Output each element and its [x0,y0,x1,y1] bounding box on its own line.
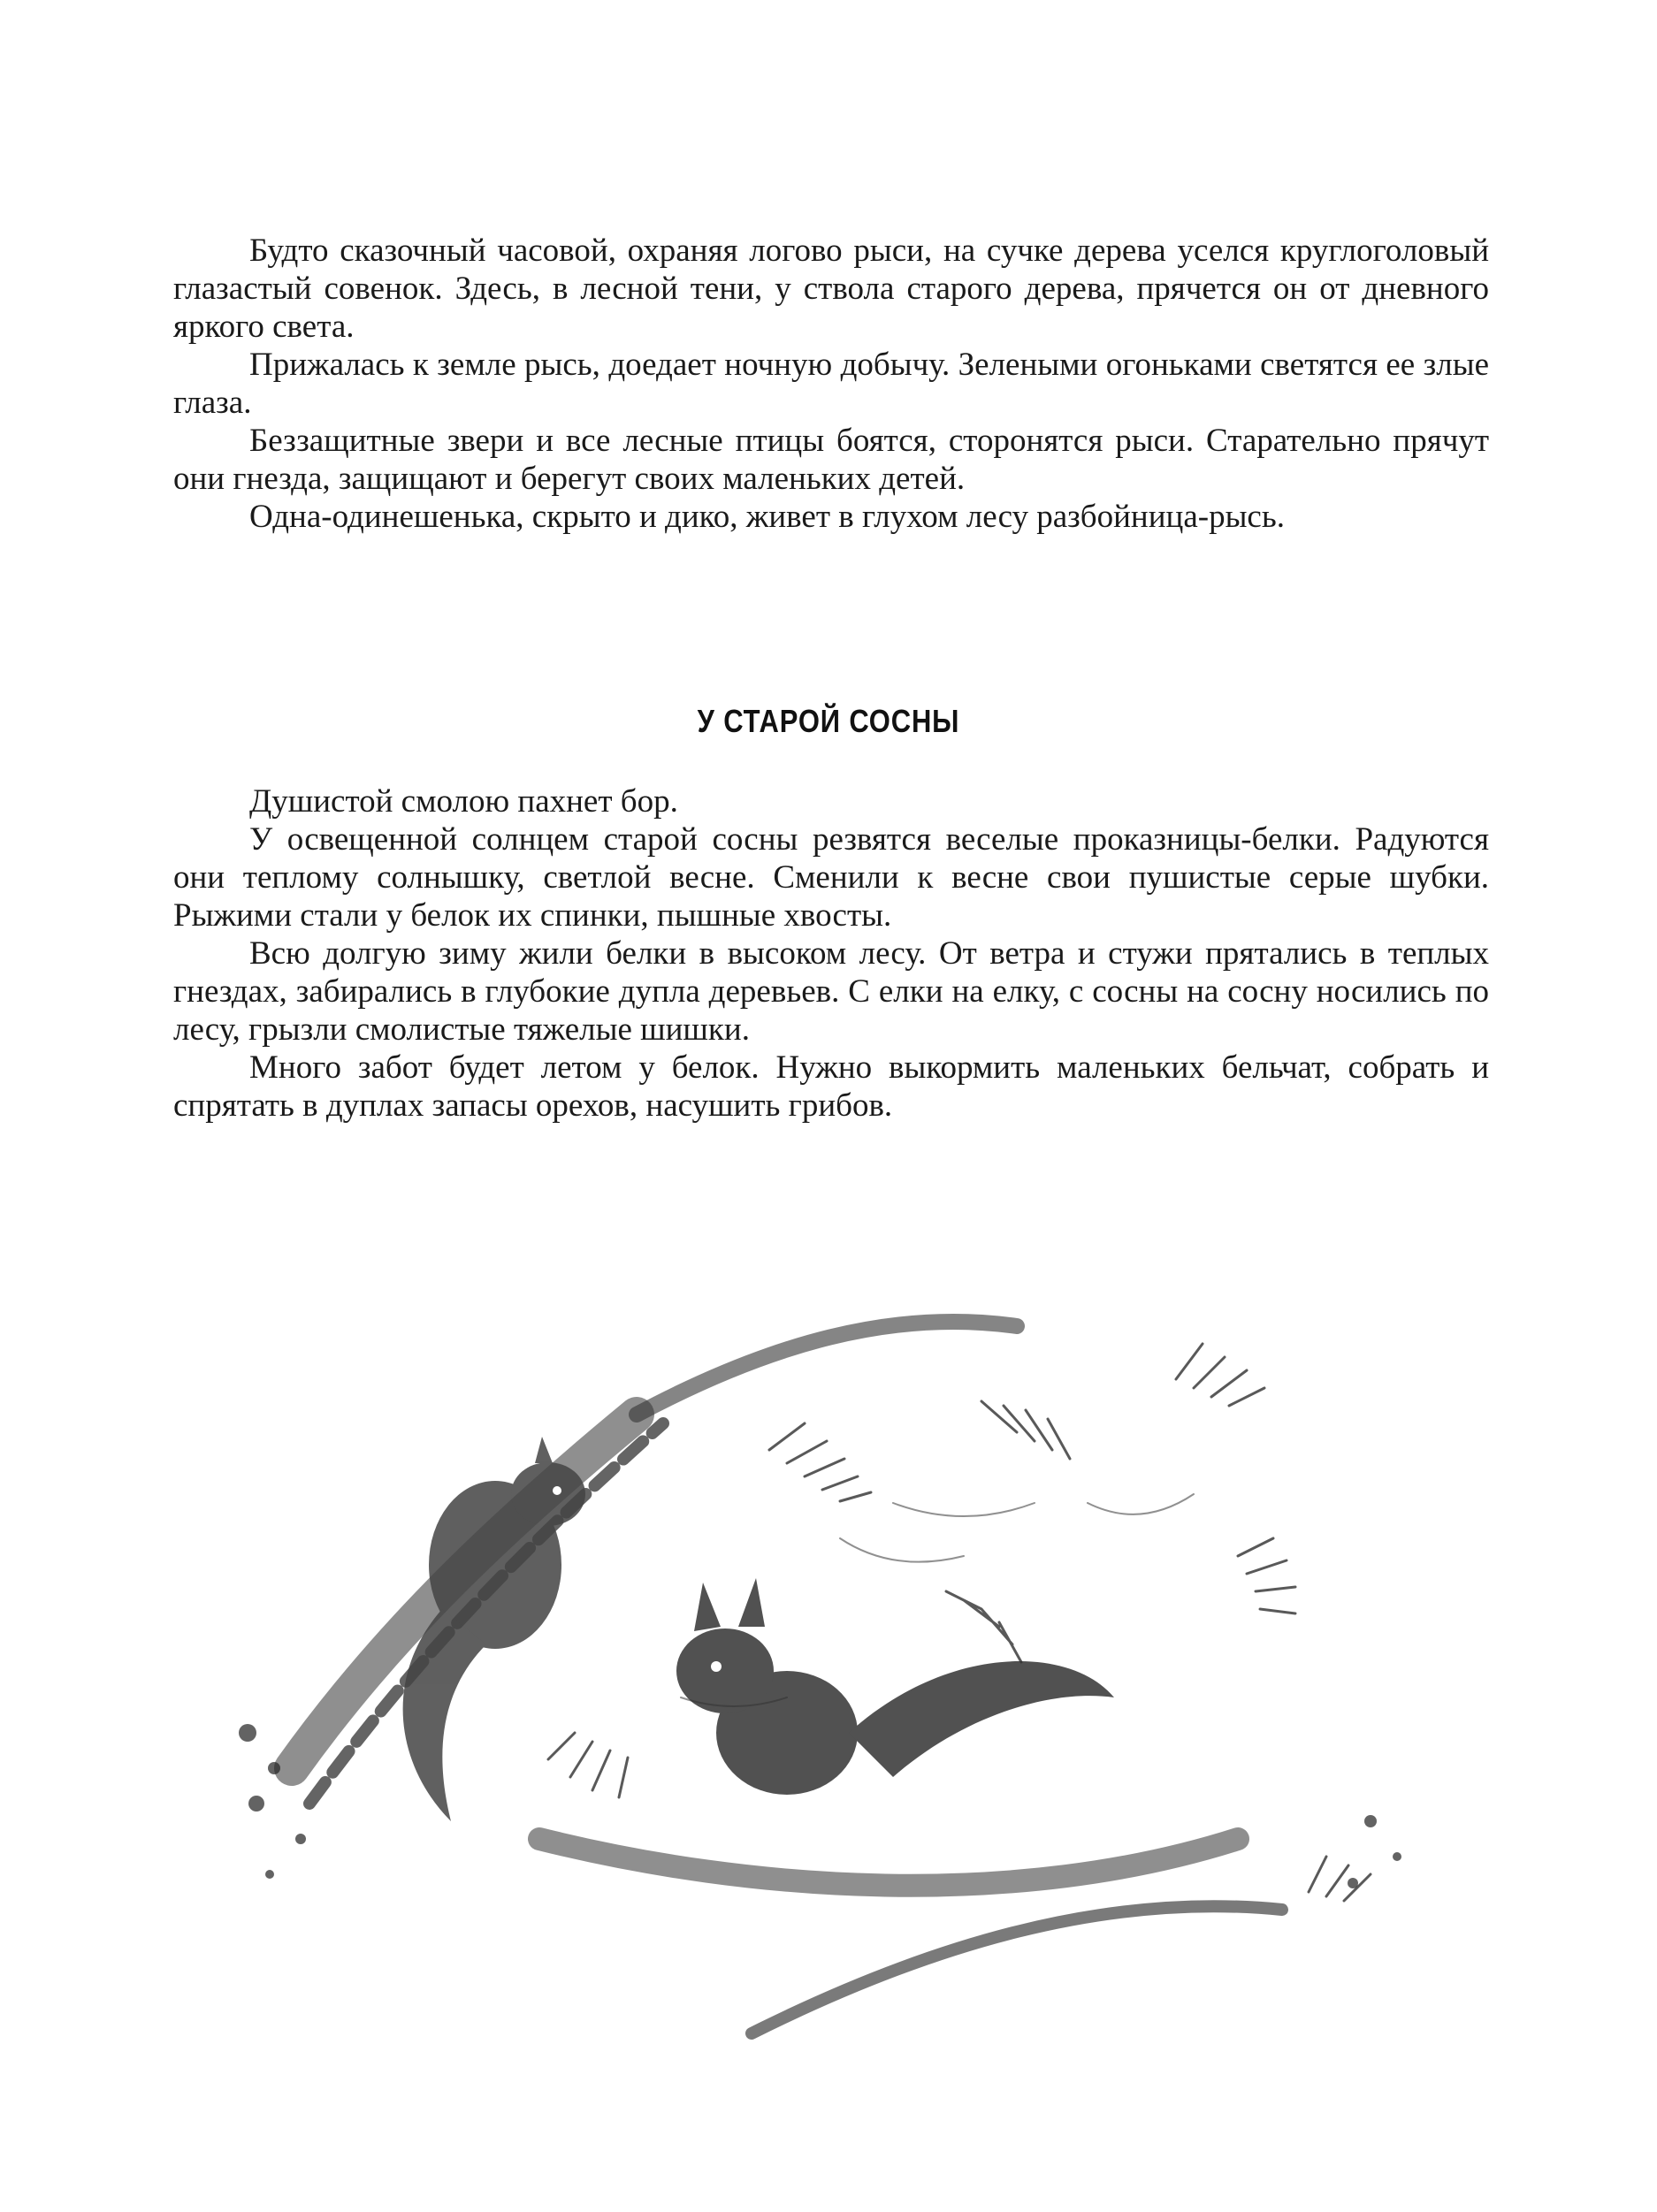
section-title: У СТАРОЙ СОСНЫ [697,703,960,739]
paragraph: Душистой смолою пахнет бор. [249,783,678,820]
paragraph: Много забот будет летом у белок. Нужно выкормить маленьких бельчат, собрать и спрятать в дуплах запасы орехов, насушить грибов. [173,1049,1489,1124]
paragraph: Прижалась к земле рысь, доедает ночную добычу. Зелеными огоньками светятся ее злые глаза. [173,347,1489,421]
paragraph: Беззащитные звери и все лесные птицы боятся, сторонятся рыси. Старательно прячут они гнезда, защищают и берегут своих маленьких детей. [173,423,1489,497]
paragraph: Будто сказочный часовой, охраняя логово рыси, на сучке дерева уселся круглоголовый глазастый совенок. Здесь, в лесной тени, у ствола старого дерева, прячется он от дневного яркого света. [173,233,1489,345]
paragraph: Всю долгую зиму жили белки в высоком лесу. От ветра и стужи прятались в теплых гнездах, забирались в глубокие дупла деревьев. С елки на елку, с сосны на сосну носились по лесу, грызли смолистые тяжелые шишки. [173,935,1489,1048]
paragraph: Одна-одинешенька, скрыто и дико, живет в глухом лесу разбойница-рысь. [249,499,1285,535]
paragraph: У освещенной солнцем старой сосны резвятся веселые проказницы-белки. Радуются они теплому солнышку, светлой весне. Сменили к весне свои пушистые серые шубки. Рыжими стали у белок их спинки, пышные хвосты. [173,821,1489,934]
text-block-squirrels [173,782,1489,1125]
squirrels-on-pine-branch-illustration [221,1273,1459,2069]
text-block-lynx [173,232,1489,536]
